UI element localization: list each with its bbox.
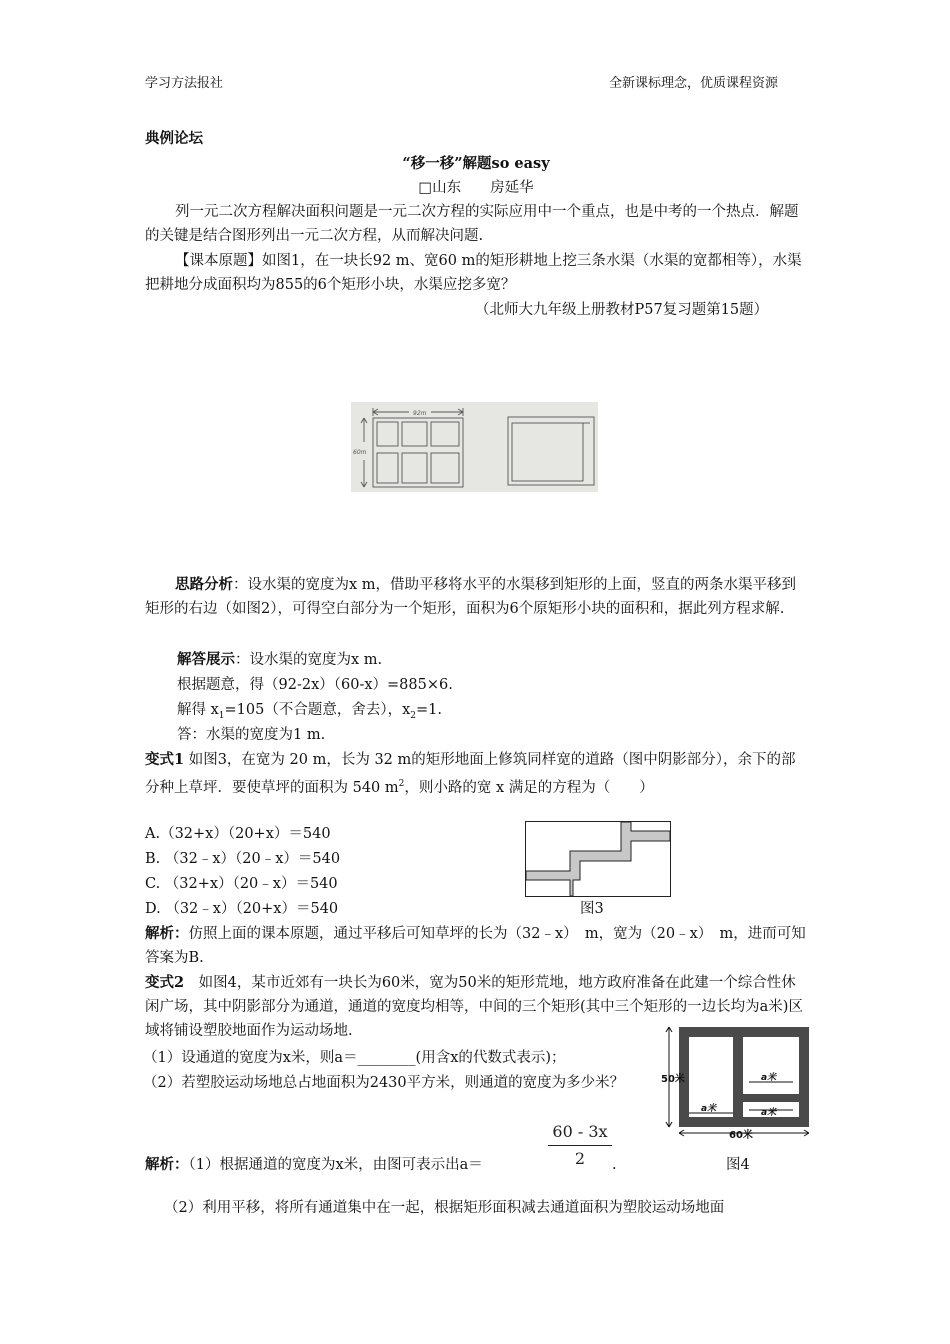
variant1-label: 变式1 (145, 751, 185, 768)
problem-paragraph (145, 249, 807, 297)
problem-text: 如图1，在一块长92 m、宽60 m的矩形耕地上挖三条水渠（水渠的宽都相等），水渠把耕地分成面积均为855的6个矩形小块，水渠应挖多宽？ (145, 253, 802, 293)
variant1-answer-label: 解析： (145, 925, 189, 942)
fig1-width-label: 60m (353, 449, 367, 456)
fig1-length-label: 92m (413, 410, 427, 417)
variant1-answer-text: 仿照上面的课本原题，通过平移后可知草坪的长为（32﹣x） m，宽为（20﹣x） m，进而可知答案为B. (145, 926, 806, 966)
variant2-label: 变式2 (145, 974, 185, 991)
variant2-answer-2: （2）利用平移，将所有通道集中在一起，根据矩形面积减去通道面积为塑胶运动场地面 (164, 1200, 725, 1216)
figure-3-drawing (525, 821, 671, 897)
solution-line-3b: =105（不合题意，舍去），x (224, 702, 411, 718)
solution-sub-2: 2 (410, 710, 417, 721)
analysis-paragraph (145, 573, 807, 621)
solution-line-4: 答：水渠的宽度为1 m. (177, 727, 326, 743)
solution-sub-1: 1 (218, 710, 225, 721)
fig4-width-label: 60米 (729, 1130, 753, 1140)
variant1-text-b: ，则小路的宽 x 满足的方程为（ ） (404, 779, 654, 796)
header-right: 全新课标理念，优质课程资源 (609, 76, 779, 91)
analysis-label: 思路分析 (175, 576, 233, 593)
variant2-question-2: （2）若塑胶运动场地总占地面积为2430平方米，则通道的宽度为多少米？ (143, 1075, 625, 1091)
variant1-option-a: A.（32+x）（20+x）＝540 (145, 826, 331, 842)
figure-4-caption: 图4 (726, 1157, 750, 1173)
solution-line-1-text: ：设水渠的宽度为x m. (235, 652, 383, 668)
solution-line-3a: 解得 x (177, 702, 219, 718)
article-author: □山东 房延华 (418, 180, 534, 196)
variant1-sup: 2 (398, 779, 405, 789)
variant2-question-1: （1）设通道的宽度为x米，则a＝________(用含x的代数式表示)； (143, 1050, 566, 1066)
article-title: “移一移”解题so easy (402, 155, 550, 172)
variant1-text-a: 如图3，在宽为 20 m，长为 32 m的矩形地面上修筑同样宽的道路（图中阴影部分），余下的部分种上草坪．要使草坪的面积为 540 m (145, 752, 796, 796)
problem-tag: 【课本原题】 (175, 253, 262, 269)
figure-3-caption: 图3 (580, 901, 604, 917)
variant1-paragraph (145, 748, 807, 800)
figure-1-2-photo (351, 402, 598, 492)
solution-label: 解答展示 (177, 651, 235, 668)
section-title: 典例论坛 (145, 130, 203, 147)
fig4-a-label-left: a米 (701, 1104, 717, 1114)
fraction-bar (548, 1145, 612, 1146)
fraction (548, 1121, 612, 1170)
figure-3 (525, 821, 671, 897)
variant2-answer-label: 解析： (145, 1156, 189, 1173)
figure-1-2-drawing (351, 402, 598, 492)
variant1-option-c: C. （32+x）（20﹣x）＝540 (145, 876, 338, 892)
analysis-text: ：设水渠的宽度为x m，借助平移将水平的水渠移到矩形的上面，竖直的两条水渠平移到矩形的右边（如图2），可得空白部分为一个矩形，面积为6个原矩形小块的面积和，据此列方程求解. (145, 577, 797, 617)
solution-line-1 (177, 648, 382, 672)
header-left: 学习方法报社 (145, 76, 224, 91)
fig4-height-label: 50米 (661, 1074, 685, 1085)
fraction-numerator: 60 - 3x (552, 1122, 608, 1141)
variant2-answer-1 (145, 1153, 483, 1177)
figure-4-drawing (661, 1025, 811, 1140)
variant1-option-b: B. （32﹣x）（20﹣x）＝540 (145, 851, 341, 867)
fraction-denominator: 2 (574, 1149, 586, 1168)
variant1-answer (145, 922, 807, 970)
variant1-option-d: D. （32﹣x）（20+x）＝540 (145, 901, 339, 917)
variant2-answer-1-end: . (612, 1157, 617, 1173)
figure-4 (661, 1025, 811, 1140)
intro-paragraph: 列一元二次方程解决面积问题是一元二次方程的实际应用中一个重点，也是中考的一个热点．解题的关键是结合图形列出一元二次方程，从而解决问题. (145, 204, 799, 244)
fig4-a-label-top: a米 (761, 1073, 777, 1083)
solution-line-2: 根据题意，得（92-2x）（60-x）=885×6. (177, 677, 453, 693)
solution-line-3c: =1. (416, 702, 443, 718)
variant2-text: 如图4，某市近郊有一块长为60米，宽为50米的矩形荒地，地方政府准备在此建一个综合性休闲广场，其中阴影部分为通道，通道的宽度均相等，中间的三个矩形(其中三个矩形的一边长均为a米)区域将铺设塑胶地面作为运动场地. (145, 975, 803, 1039)
fig4-a-label-bottom: a米 (761, 1108, 777, 1118)
problem-source: （北师大九年级上册教材P57复习题第15题） (475, 302, 769, 318)
variant2-answer-1-text: （1）根据通道的宽度为x米，由图可表示出a＝ (188, 1157, 483, 1173)
